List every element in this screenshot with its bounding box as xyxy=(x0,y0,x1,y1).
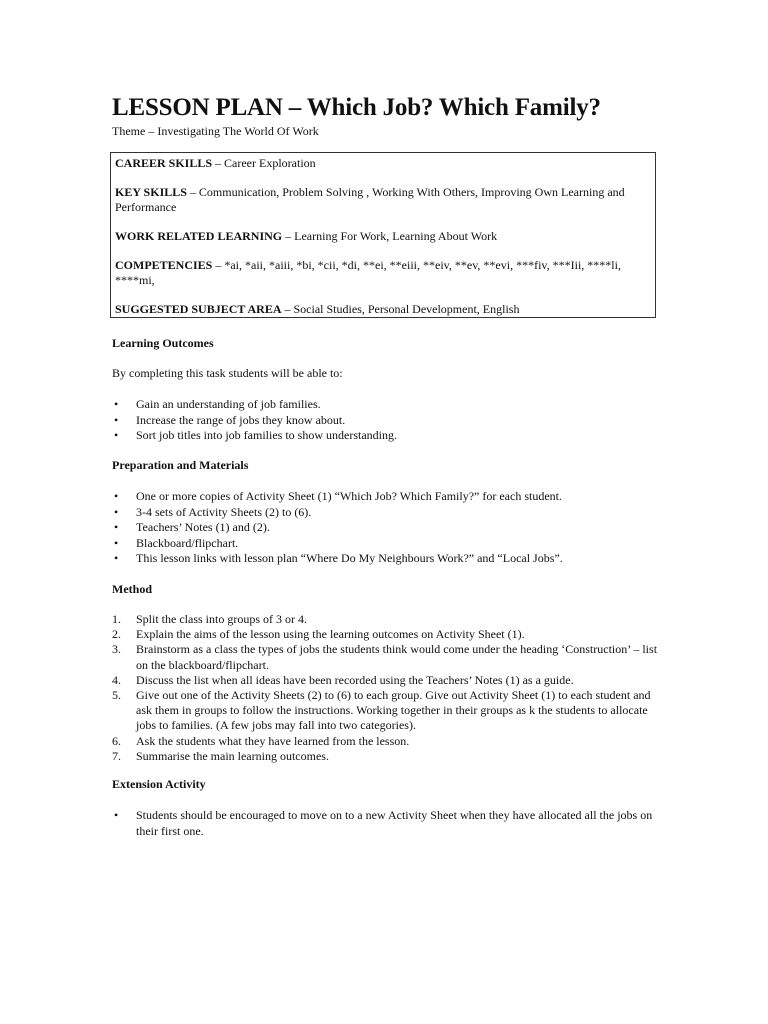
subject-area-label: SUGGESTED SUBJECT AREA xyxy=(115,302,282,316)
list-item xyxy=(112,505,660,521)
work-related-value: – Learning For Work, Learning About Work xyxy=(282,229,498,243)
step-number: 7. xyxy=(112,748,121,763)
competencies-row xyxy=(115,258,651,288)
key-skills-value: – Communication, Problem Solving , Working With Others, Improving Own Learning and Performance xyxy=(115,185,625,214)
step-number: 1. xyxy=(112,612,121,626)
method-heading: Method xyxy=(112,582,152,596)
list-item xyxy=(112,642,660,672)
list-item xyxy=(112,428,660,444)
subject-area-value: – Social Studies, Personal Development, English xyxy=(281,302,520,316)
list-item-text: Teachers’ Notes (1) and (2). xyxy=(136,520,270,534)
step-text: Split the class into groups of 3 or 4. xyxy=(136,612,307,626)
extension-heading: Extension Activity xyxy=(112,777,206,791)
bullet-icon: • xyxy=(114,535,119,550)
competencies-value: – *ai, *aii, *aiii, *bi, *cii, *di, **ei, **eiii, **eiv, **ev, **evi, ***fiv, ***Iii, ****li, ****mi, xyxy=(115,258,621,287)
learning-outcomes-section xyxy=(112,336,660,351)
step-text: Summarise the main learning outcomes. xyxy=(136,748,329,763)
list-item-text: Increase the range of jobs they know about. xyxy=(136,412,346,427)
work-related-label: WORK RELATED LEARNING xyxy=(115,229,283,243)
bullet-icon: • xyxy=(114,551,119,565)
work-related-row xyxy=(115,229,651,244)
step-text: Give out one of the Activity Sheets (2) to (6) to each group. Give out Activity Sheet (1) to each student and ask them in groups to follow the instructions. Working together in their groups as k the students to allocate jobs to families. (A few jobs may fall into two categories). xyxy=(136,688,651,733)
list-item-text: Blackboard/flipchart. xyxy=(136,535,239,550)
list-item xyxy=(112,551,660,567)
list-item-text: Gain an understanding of job families. xyxy=(136,397,321,411)
key-skills-label: KEY SKILLS xyxy=(115,185,187,199)
step-number: 3. xyxy=(112,642,121,657)
list-item-text: Sort job titles into job families to show understanding. xyxy=(136,428,397,442)
subject-area-row xyxy=(115,302,651,317)
list-item xyxy=(112,749,660,764)
extension-list xyxy=(112,807,660,839)
learning-outcomes-heading: Learning Outcomes xyxy=(112,336,214,350)
theme-line: Theme – Investigating The World Of Work xyxy=(112,124,319,138)
preparation-section xyxy=(112,458,660,473)
learning-outcomes-list-wrap xyxy=(112,397,660,444)
learning-outcomes-intro: By completing this task students will be able to: xyxy=(112,366,343,380)
list-item-text: Students should be encouraged to move on to a new Activity Sheet when they have allocated all the jobs on their first one. xyxy=(136,808,653,838)
career-skills-value: – Career Exploration xyxy=(212,156,316,170)
list-item xyxy=(112,413,660,429)
list-item xyxy=(112,807,660,839)
step-text: Explain the aims of the lesson using the learning outcomes on Activity Sheet (1). xyxy=(136,627,525,642)
step-text: Ask the students what they have learned from the lesson. xyxy=(136,733,410,748)
key-skills-row xyxy=(115,185,651,215)
extension-list-wrap xyxy=(112,807,660,839)
bullet-icon: • xyxy=(114,520,119,534)
list-item xyxy=(112,612,660,627)
career-skills-label: CAREER SKILLS xyxy=(115,156,213,170)
bullet-icon: • xyxy=(114,397,119,411)
preparation-list-wrap xyxy=(112,489,660,567)
step-number: 4. xyxy=(112,672,121,687)
list-item xyxy=(112,536,660,552)
bullet-icon: • xyxy=(114,808,119,822)
page-title: LESSON PLAN – Which Job? Which Family? xyxy=(112,94,601,121)
list-item xyxy=(112,673,660,688)
list-item-text: One or more copies of Activity Sheet (1) “Which Job? Which Family?” for each student. xyxy=(136,489,562,503)
list-item-text: This lesson links with lesson plan “Where Do My Neighbours Work?” and “Local Jobs”. xyxy=(136,551,563,565)
preparation-heading: Preparation and Materials xyxy=(112,458,249,472)
bullet-icon: • xyxy=(114,489,119,503)
list-item-text: 3-4 sets of Activity Sheets (2) to (6). xyxy=(136,504,312,519)
learning-outcomes-list xyxy=(112,397,660,444)
bullet-icon: • xyxy=(114,504,119,519)
bullet-icon: • xyxy=(114,428,119,442)
step-text: Brainstorm as a class the types of jobs the students think would come under the heading ‘Construction’ – list on the blackboard/flipchart. xyxy=(136,642,658,672)
bullet-icon: • xyxy=(114,412,119,427)
list-item xyxy=(112,520,660,536)
step-number: 5. xyxy=(112,688,121,703)
method-list-wrap xyxy=(112,612,660,764)
method-list xyxy=(112,612,660,764)
list-item xyxy=(112,688,660,734)
summary-box xyxy=(110,152,656,318)
list-item xyxy=(112,489,660,505)
career-skills-row xyxy=(115,156,651,171)
step-number: 6. xyxy=(112,733,121,748)
extension-section xyxy=(112,777,660,792)
list-item xyxy=(112,734,660,749)
preparation-list xyxy=(112,489,660,567)
competencies-label: COMPETENCIES xyxy=(115,258,213,272)
step-number: 2. xyxy=(112,627,121,642)
list-item xyxy=(112,627,660,642)
method-section xyxy=(112,582,660,597)
step-text: Discuss the list when all ideas have been recorded using the Teachers’ Notes (1) as a guide. xyxy=(136,672,574,687)
list-item xyxy=(112,397,660,413)
